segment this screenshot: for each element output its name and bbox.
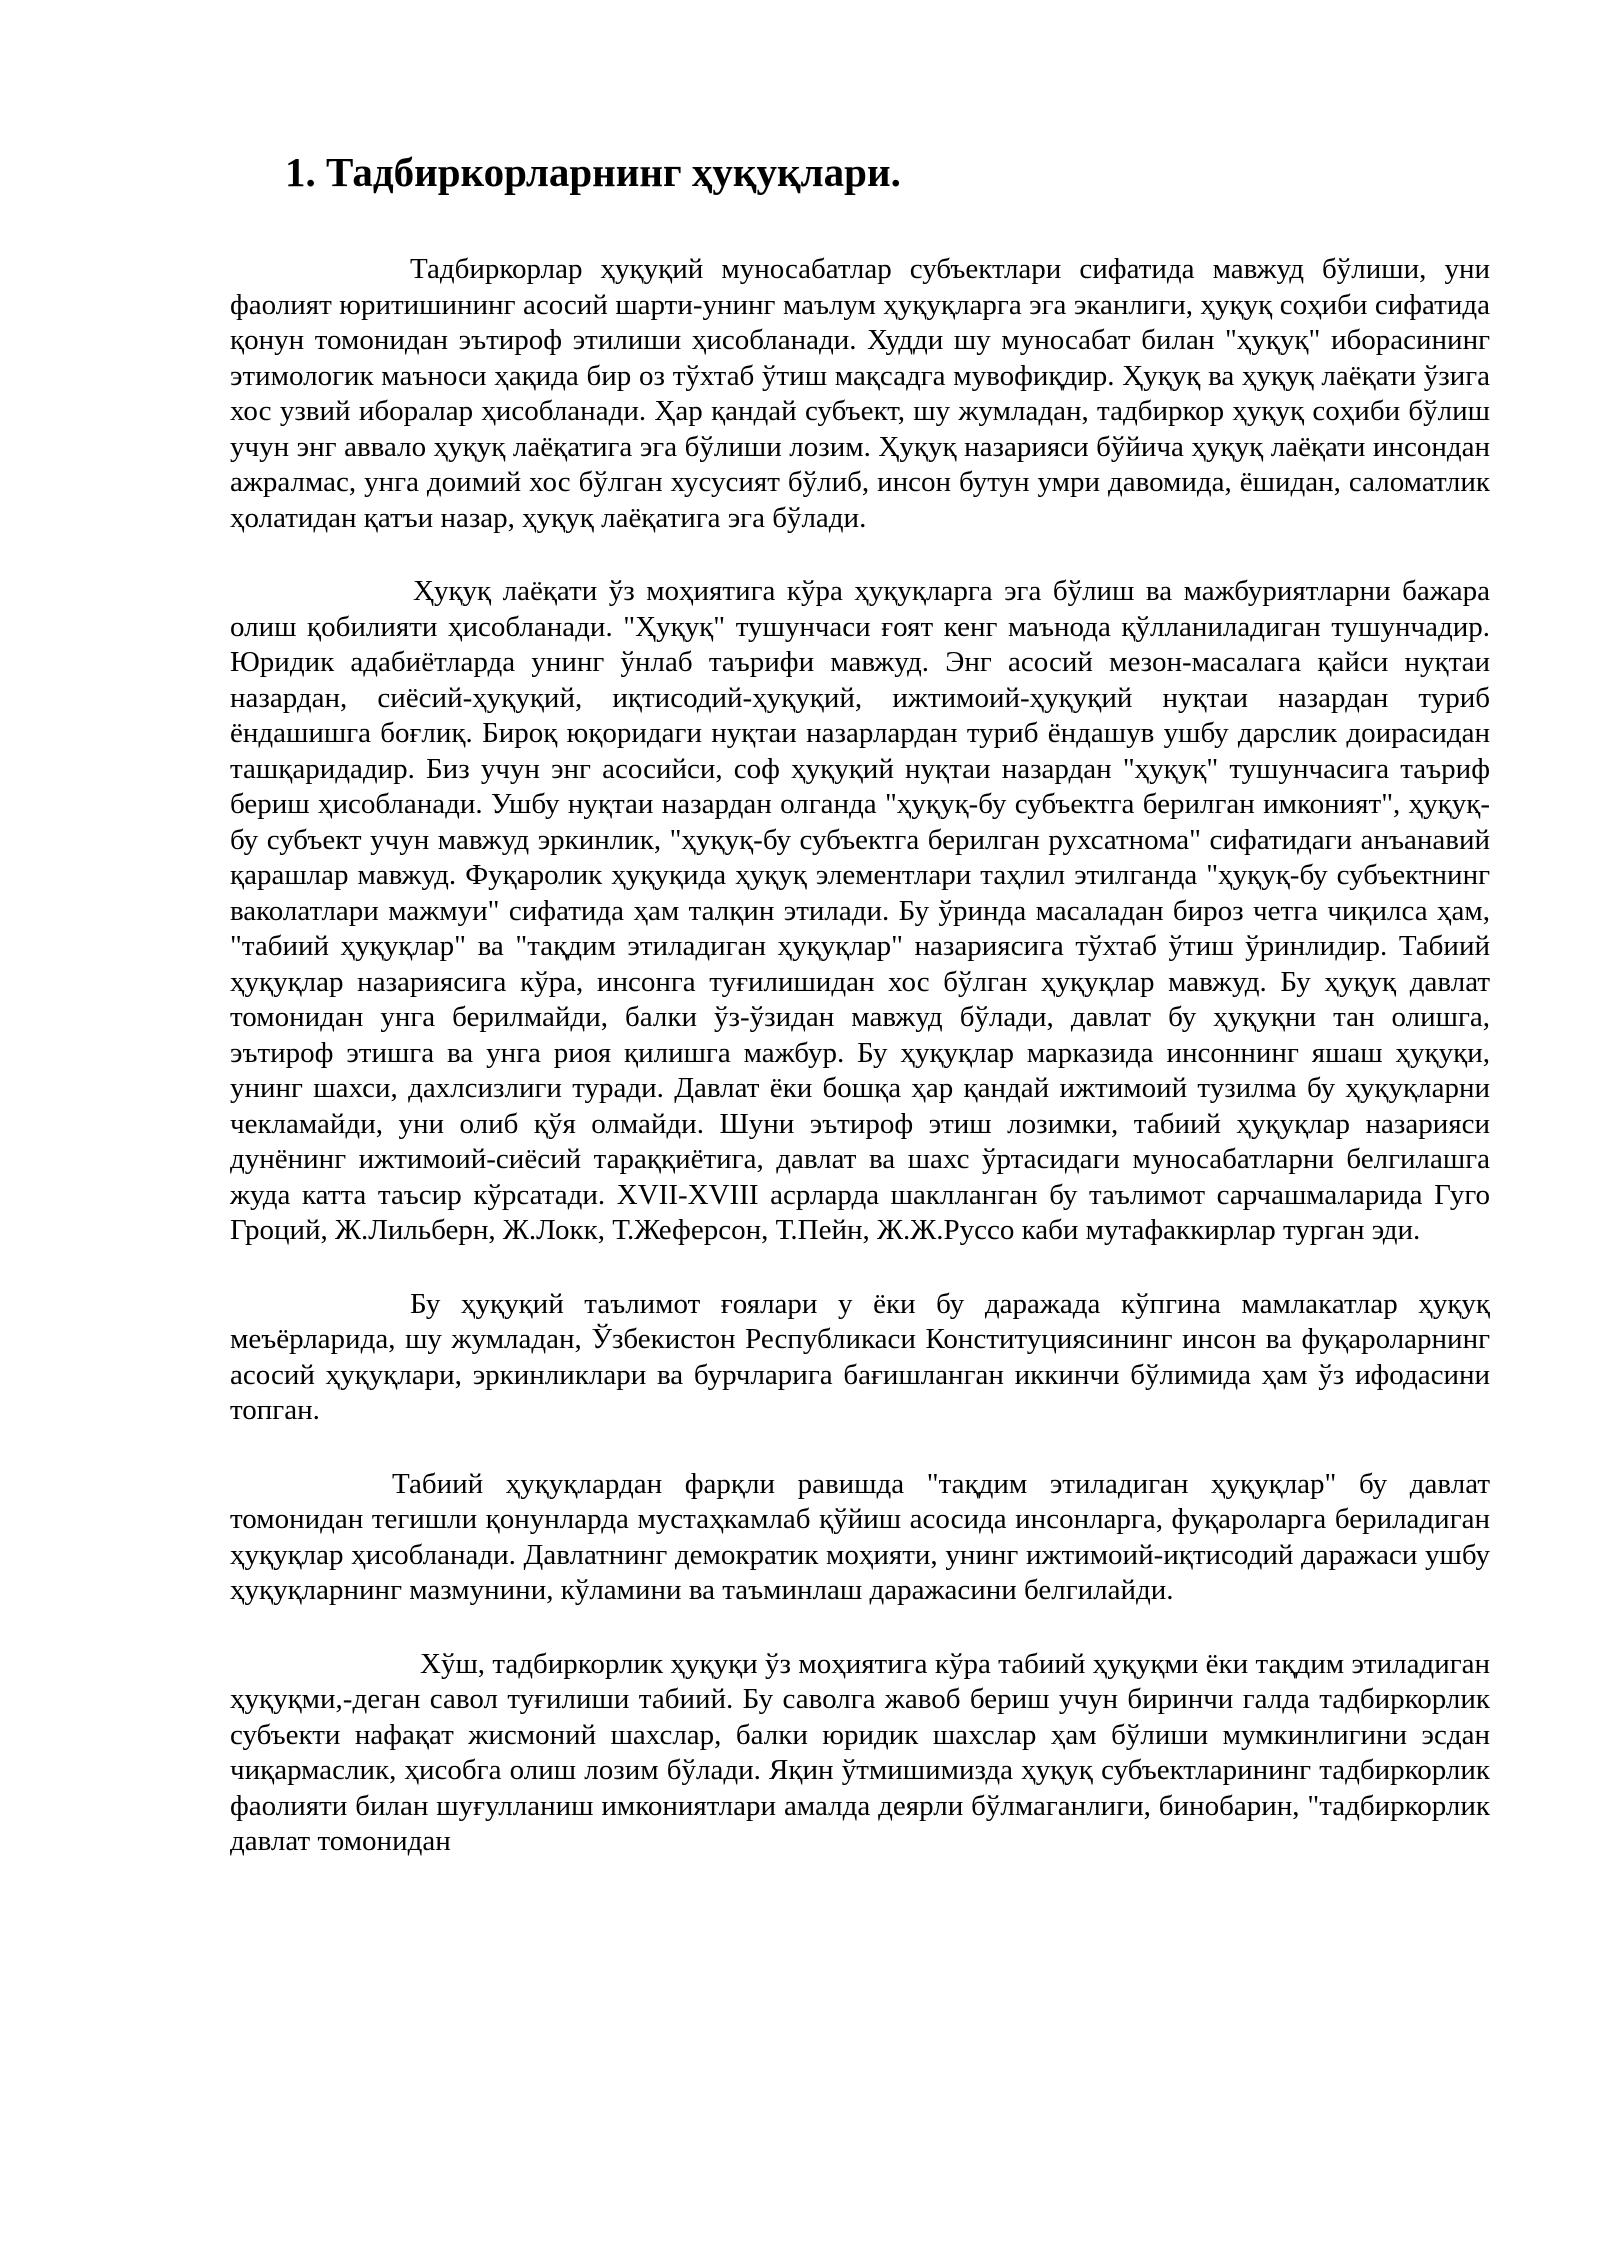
paragraph-5: Хўш, тадбиркорлик ҳуқуқи ўз моҳиятига кўра табиий ҳуқуқми ёки тақдим этиладиган ҳуқуқми,-деган савол туғилиши табиий. Бу саволга жавоб бериш учун биринчи галда тадбиркорлик субъекти нафақат жисмоний шахслар, балки юридик шахслар ҳам бўлиши мумкинлигини эсдан чиқармаслик, ҳисобга олиш лозим бўлади. Яқин ўтмишимизда ҳуқуқ субъектларининг тадбиркорлик фаолияти билан шуғулланиш имкониятлари амалда деярли бўлмаганлиги, бинобарин, "тадбиркорлик давлат томонидан (230, 1647, 1490, 1857)
paragraph-3: Бу ҳуқуқий таълимот ғоялари у ёки бу даражада кўпгина мамлакатлар ҳуқуқ меъёрларида, шу жумладан, Ўзбекистон Республикаси Конституциясининг инсон ва фуқароларнинг асосий ҳуқуқлари, эркинликлари ва бурчларига бағишланган иккинчи бўлимида ҳам ўз ифодасини топган. (230, 1287, 1490, 1426)
paragraph-1: Тадбиркорлар ҳуқуқий муносабатлар субъектлари сифатида мавжуд бўлиши, уни фаолият юритишининг асосий шарти-унинг маълум ҳуқуқларга эга эканлиги, ҳуқуқ соҳиби сифатида қонун томонидан эътироф этилиши ҳисобланади. Худди шу муносабат билан "ҳуқуқ" иборасининг этимологик маъноси ҳақида бир оз тўхтаб ўтиш мақсадга мувофиқдир. Ҳуқуқ ва ҳуқуқ лаёқати ўзига хос узвий иборалар ҳисобланади. Ҳар қандай субъект, шу жумладан, тадбиркор ҳуқуқ соҳиби бўлиш учун энг аввало ҳуқуқ лаёқатига эга бўлиши лозим. Ҳуқуқ назарияси бўйича ҳуқуқ лаёқати инсондан ажралмас, унга доимий хос бўлган хусусият бўлиб, инсон бутун умри давомида, ёшидан, саломатлик ҳолатидан қатъи назар, ҳуқуқ лаёқатига эга бўлади. (230, 253, 1490, 534)
body-text (230, 252, 1490, 1898)
paragraph-4: Табиий ҳуқуқлардан фарқли равишда "тақдим этиладиган ҳуқуқлар" бу давлат томонидан тегишли қонунларда мустаҳкамлаб қўйиш асосида инсонларга, фуқароларга бериладиган ҳуқуқлар ҳисобланади. Давлатнинг демократик моҳияти, унинг ижтимоий-иқтисодий даражаси ушбу ҳуқуқларнинг мазмунини, кўламини ва таъминлаш даражасини белгилайди. (230, 1467, 1490, 1606)
section-title: 1. Тадбиркорларнинг ҳуқуқлари. (285, 149, 901, 195)
paragraph-2: Ҳуқуқ лаёқати ўз моҳиятига кўра ҳуқуқларга эга бўлиш ва мажбуриятларни бажара олиш қобилияти ҳисобланади. "Ҳуқуқ" тушунчаси ғоят кенг маънода қўлланиладиган тушунчадир. Юридик адабиётларда унинг ўнлаб таърифи мавжуд. Энг асосий мезон-масалага қайси нуқтаи назардан, сиёсий-ҳуқуқий, иқтисодий-ҳуқуқий, ижтимоий-ҳуқуқий нуқтаи назардан туриб ёндашишга боғлиқ. Бироқ юқоридаги нуқтаи назарлардан туриб ёндашув ушбу дарслик доирасидан ташқаридадир. Биз учун энг асосийси, соф ҳуқуқий нуқтаи назардан "ҳуқуқ" тушунчасига таъриф бериш ҳисобланади. Ушбу нуқтаи назардан олганда "ҳуқуқ-бу субъектга берилган имконият", ҳуқуқ-бу субъект учун мавжуд эркинлик, "ҳуқуқ-бу субъектга берилган рухсатнома" сифатидаги анъанавий қарашлар мавжуд. Фуқаролик ҳуқуқида ҳуқуқ элементлари таҳлил этилганда "ҳуқуқ-бу субъектнинг ваколатлари мажмуи" сифатида ҳам талқин этилади. Бу ўринда масаладан бироз четга чиқилса ҳам, "табиий ҳуқуқлар" ва "тақдим этиладиган ҳуқуқлар" назариясига тўхтаб ўтиш ўринлидир. Табиий ҳуқуқлар назариясига кўра, инсонга туғилишидан хос бўлган ҳуқуқлар мавжуд. Бу ҳуқуқ давлат томонидан унга берилмайди, балки ўз-ўзидан мавжуд бўлади, давлат бу ҳуқуқни тан олишга, эътироф этишга ва унга риоя қилишга мажбур. Бу ҳуқуқлар марказида инсоннинг яшаш ҳуқуқи, унинг шахси, дахлсизлиги туради. Давлат ёки бошқа ҳар қандай ижтимоий тузилма бу ҳуқуқларни чекламайди, уни олиб қўя олмайди. Шуни эътироф этиш лозимки, табиий ҳуқуқлар назарияси дунёнинг ижтимоий-сиёсий тараққиётига, давлат ва шахс ўртасидаги муносабатларни белгилашга жуда катта таъсир кўрсатади. XVII-XVIII асрларда шаклланган бу таълимот сарчашмаларида Гуго Гроций, Ж.Лильберн, Ж.Локк, Т.Жеферсон, Т.Пейн, Ж.Ж.Руссо каби мутафаккирлар турган эди. (230, 575, 1490, 1246)
